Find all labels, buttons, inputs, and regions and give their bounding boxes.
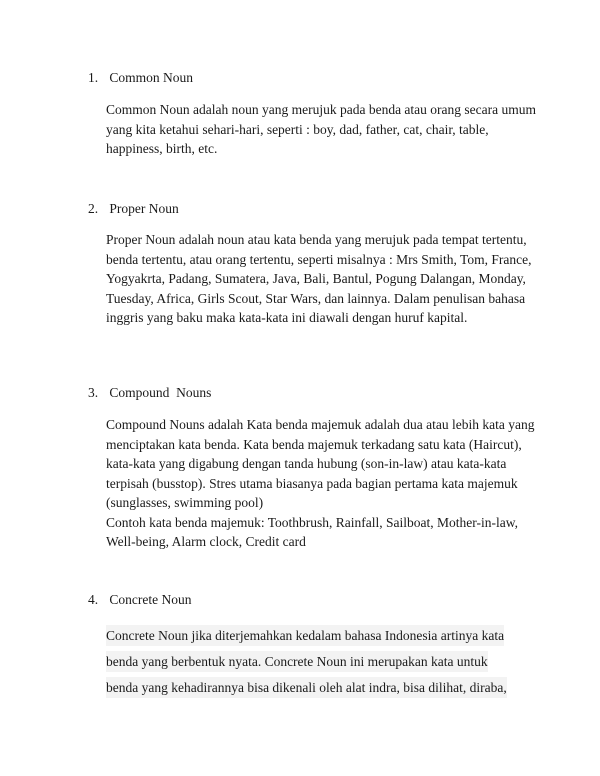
section-4-title: Concrete Noun — [109, 592, 192, 607]
section-2-paragraph — [106, 230, 546, 328]
section-4-line-1: Concrete Noun jika diterjemahkan kedalam bahasa Indonesia artinya kata — [106, 623, 536, 649]
section-3-heading — [88, 385, 211, 401]
section-2-text: Proper Noun adalah noun atau kata benda yang merujuk pada tempat tertentu, benda tertentu, atau orang tertentu, seperti misalnya : Mrs Smith, Tom, France, Yogyakrta, Padang, Sumatera, Java, Bali, Bantul, Pogung Dalangan, Monday, Tuesday, Africa, Girls Scout, Star Wars, dan lainnya. Dalam penulisan bahasa inggris yang baku maka kata-kata ini diawali dengan huruf kapital. — [106, 232, 532, 325]
section-4-line-2: benda yang berbentuk nyata. Concrete Noun ini merupakan kata untuk — [106, 649, 536, 675]
section-3-title: Compound Nouns — [109, 385, 212, 400]
section-3-examples: Contoh kata benda majemuk: Toothbrush, Rainfall, Sailboat, Mother-in-law, Well-being, Alarm clock, Credit card — [106, 514, 518, 549]
section-4-highlighted-paragraph — [106, 623, 536, 701]
section-2-number: 2. — [88, 201, 99, 216]
section-4-heading — [88, 592, 191, 608]
section-1-heading — [88, 70, 193, 86]
section-3-paragraph — [106, 415, 546, 552]
section-3-text: Compound Nouns adalah Kata benda majemuk adalah dua atau lebih kata yang menciptakan kata benda. Kata benda majemuk terkadang satu kata (Haircut), kata-kata yang digabung dengan tanda hubung (son-in-law) atau kata-kata terpisah (busstop). Stres utama biasanya pada bagian pertama kata majemuk (sunglasses, swimming pool) — [106, 417, 535, 510]
section-1-title: Common Noun — [109, 70, 194, 85]
section-3-number: 3. — [88, 385, 99, 400]
section-1-number: 1. — [88, 70, 99, 85]
section-1-text: Common Noun adalah noun yang merujuk pada benda atau orang secara umum yang kita ketahui sehari-hari, seperti : boy, dad, father, cat, chair, table, happiness, birth, etc. — [106, 102, 536, 156]
section-2-title: Proper Noun — [109, 201, 179, 216]
section-4-number: 4. — [88, 592, 99, 607]
section-4-line-3: benda yang kehadirannya bisa dikenali oleh alat indra, bisa dilihat, diraba, — [106, 675, 536, 701]
section-1-paragraph — [106, 100, 546, 159]
section-2-heading — [88, 201, 179, 217]
